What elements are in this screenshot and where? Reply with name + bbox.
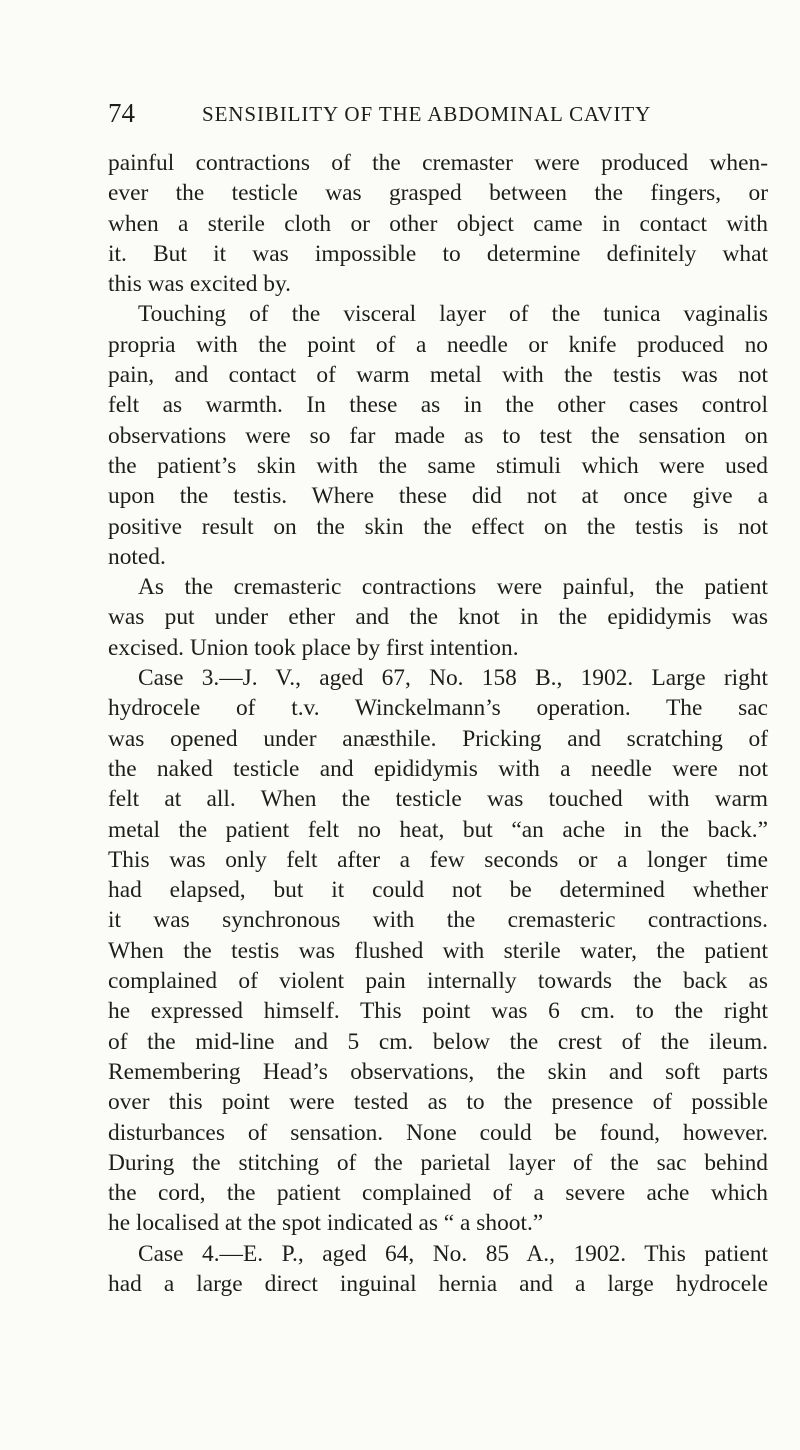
text-line: When the testis was flushed with sterile water, the patient (108, 937, 768, 964)
text-line: positive result on the skin the effect on the testis is not (108, 513, 768, 540)
text-line: Touching of the visceral layer of the tunica vaginalis (138, 301, 768, 328)
text-line: had elapsed, but it could not be determined whether (108, 877, 768, 904)
text-line: when a sterile cloth or other object came in contact with (108, 210, 768, 237)
text-line: the cord, the patient complained of a severe ache which (108, 1180, 768, 1207)
text-line: this was excited by. (108, 271, 291, 298)
text-line: metal the patient felt no heat, but “an ache in the back.” (108, 816, 768, 843)
text-line: over this point were tested as to the presence of possible (108, 1089, 768, 1116)
text-line: felt as warmth. In these as in the other cases control (108, 392, 768, 419)
page-header (108, 96, 688, 136)
text-line: felt at all. When the testicle was touched with warm (108, 786, 768, 813)
text-line: observations were so far made as to test the sensation on (108, 422, 768, 449)
text-line: the naked testicle and epididymis with a needle were not (108, 755, 768, 782)
text-line: had a large direct inguinal hernia and a large hydrocele (108, 1270, 768, 1297)
text-line: was opened under anæsthile. Pricking and scratching of (108, 725, 768, 752)
running-title: SENSIBILITY OF THE ABDOMINAL CAVITY (202, 102, 652, 126)
text-line: This was only felt after a few seconds or a longer time (108, 846, 768, 873)
text-line: he expressed himself. This point was 6 cm. to the right (108, 998, 768, 1025)
text-line: disturbances of sensation. None could be found, however. (108, 1119, 768, 1146)
text-line: excised. Union took place by first intention. (108, 634, 519, 661)
text-line: Case 4.—E. P., aged 64, No. 85 A., 1902. This patient (138, 1240, 768, 1267)
text-line: pain, and contact of warm metal with the testis was not (108, 362, 768, 389)
text-line: of the mid-line and 5 cm. below the crest of the ileum. (108, 1028, 768, 1055)
text-line: it was synchronous with the cremasteric contractions. (108, 907, 768, 934)
text-line: he localised at the spot indicated as “ a shoot.” (108, 1210, 544, 1237)
text-line: painful contractions of the cremaster were produced when- (108, 150, 768, 176)
text-line: Remembering Head’s observations, the skin and soft parts (108, 1058, 768, 1085)
text-line: hydrocele of t.v. Winckelmann’s operation. The sac (108, 695, 768, 722)
text-line: Case 3.—J. V., aged 67, No. 158 B., 1902. Large right (138, 665, 768, 692)
text-line: upon the testis. Where these did not at once give a (108, 483, 768, 510)
text-line: propria with the point of a needle or knife produced no (108, 331, 768, 358)
text-line: the patient’s skin with the same stimuli which were used (108, 452, 768, 479)
text-line: ever the testicle was grasped between the fingers, or (108, 180, 768, 207)
text-line: was put under ether and the knot in the epididymis was (108, 604, 768, 631)
text-line: noted. (108, 543, 166, 570)
text-line: As the cremasteric contractions were painful, the patient (138, 574, 768, 601)
page-number: 74 (108, 98, 135, 128)
text-line: it. But it was impossible to determine definitely what (108, 240, 768, 267)
text-line: complained of violent pain internally towards the back as (108, 968, 768, 995)
text-line: During the stitching of the parietal layer of the sac behind (108, 1149, 768, 1176)
body-text (108, 148, 768, 1299)
